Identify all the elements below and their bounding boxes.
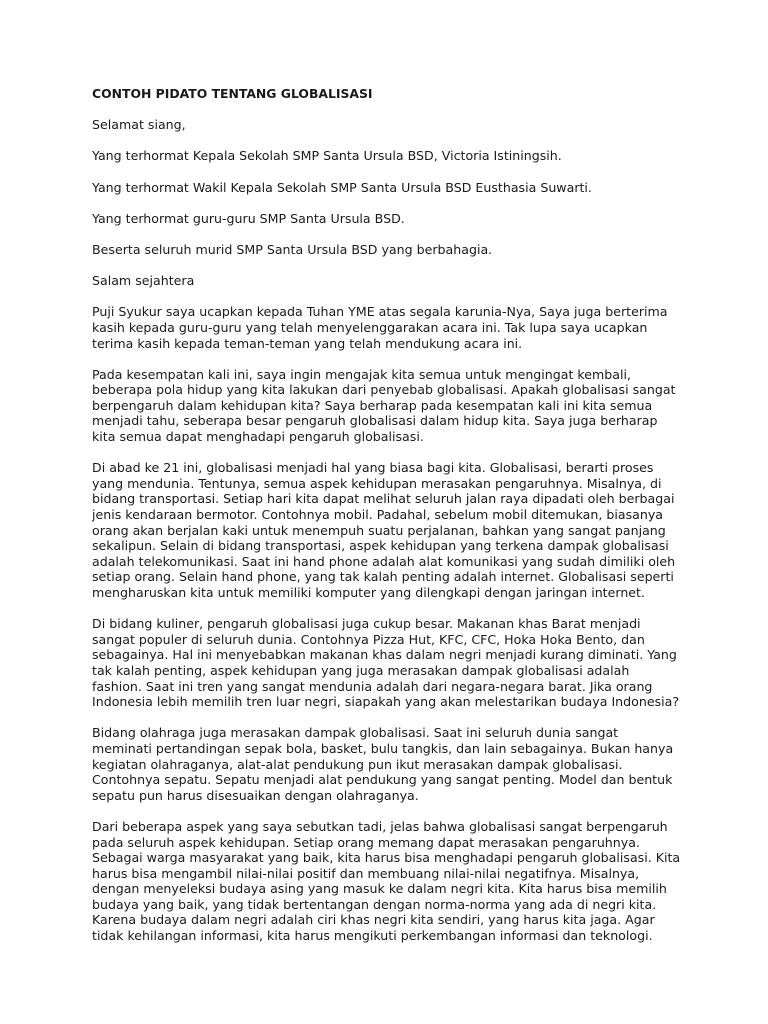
paragraph-salam: Salam sejahtera xyxy=(92,273,195,289)
paragraph-salutation-principal: Yang terhormat Kepala Sekolah SMP Santa Ursula BSD, Victoria Istiningsih. xyxy=(92,148,562,164)
paragraph-salutation-vice-principal: Yang terhormat Wakil Kepala Sekolah SMP Santa Ursula BSD Eusthasia Suwarti. xyxy=(92,179,592,195)
paragraph-transportation-telecom: Di abad ke 21 ini, globalisasi menjadi hal yang biasa bagi kita. Globalisasi, berarti proses yang mendunia. Tentunya, semua aspek kehidupan merasakan pengaruhnya. Misalnya, di bidang transportasi. Setiap hari kita dapat melihat seluruh jalan raya dipadati oleh berbagai jenis kendaraan bermotor. Contohnya mobil. Padahal, sebelum mobil ditemukan, biasanya orang akan berjalan kaki untuk menempuh suatu perjalanan, bahkan yang sangat panjang sekalipun. Selain di bidang transportasi, aspek kehidupan yang terkena dampak globalisasi adalah telekomunikasi. Saat ini hand phone adalah alat komunikasi yang sudah dimiliki oleh setiap orang. Selain hand phone, yang tak kalah penting adalah internet. Globalisasi seperti mengharuskan kita untuk memiliki komputer yang dilengkapi dengan jaringan internet. xyxy=(92,460,676,600)
paragraph-salutation-students: Beserta seluruh murid SMP Santa Ursula BSD yang berbahagia. xyxy=(92,241,493,257)
paragraph-gratitude: Puji Syukur saya ucapkan kepada Tuhan YME atas segala karunia-Nya, Saya juga berterima kasih kepada guru-guru yang telah menyelenggarakan acara ini. Tak lupa saya ucapkan terima kasih kepada teman-teman yang telah mendukung acara ini. xyxy=(92,304,668,351)
paragraph-salutation-teachers: Yang terhormat guru-guru SMP Santa Ursula BSD. xyxy=(92,210,405,226)
paragraph-introduction: Pada kesempatan kali ini, saya ingin mengajak kita semua untuk mengingat kembali, beberapa pola hidup yang kita lakukan dari penyebab globalisasi. Apakah globalisasi sangat berpengaruh dalam kehidupan kita? Saya berharap pada kesempatan kali ini kita semua menjadi tahu, seberapa besar pengaruh globalisasi dalam hidup kita. Saya juga berharap kita semua dapat menghadapi pengaruh globalisasi. xyxy=(92,366,676,445)
paragraph-greeting: Selamat siang, xyxy=(92,117,186,133)
paragraph-sports: Bidang olahraga juga merasakan dampak globalisasi. Saat ini seluruh dunia sangat meminati pertandingan sepak bola, basket, bulu tangkis, dan lain sebagainya. Bukan hanya kegiatan olahraganya, alat-alat pendukung pun ikut merasakan dampak globalisasi. Contohnya sepatu. Sepatu menjadi alat pendukung yang sangat penting. Model dan bentuk sepatu pun harus disesuaikan dengan olahraganya. xyxy=(92,725,674,803)
document-title: CONTOH PIDATO TENTANG GLOBALISASI xyxy=(92,86,373,101)
paragraph-culinary-fashion: Di bidang kuliner, pengaruh globalisasi juga cukup besar. Makanan khas Barat menjadi sangat populer di seluruh dunia. Contohnya Pizza Hut, KFC, CFC, Hoka Hoka Bento, dan sebagainya. Hal ini menyebabkan makanan khas dalam negri menjadi kurang diminati. Yang tak kalah penting, aspek kehidupan yang juga merasakan dampak globalisasi adalah fashion. Saat ini tren yang sangat mendunia adalah dari negara-negara barat. Jika orang Indonesia lebih memilih tren luar negri, siapakah yang akan melestarikan budaya Indonesia? xyxy=(92,616,680,710)
paragraph-conclusion: Dari beberapa aspek yang saya sebutkan tadi, jelas bahwa globalisasi sangat berpengaruh pada seluruh aspek kehidupan. Setiap orang memang dapat merasakan pengaruhnya. Sebagai warga masyarakat yang baik, kita harus bisa menghadapi pengaruh globalisasi. Kita harus bisa mengambil nilai-nilai positif dan membuang nilai-nilai negatifnya. Misalnya, dengan menyeleksi budaya asing yang masuk ke dalam negri kita. Kita harus bisa memilih budaya yang baik, yang tidak bertentangan dengan norma-norma yang ada di negri kita. Karena budaya dalam negri adalah ciri khas negri kita sendiri, yang harus kita jaga. Agar tidak kehilangan informasi, kita harus mengikuti perkembangan informasi dan teknologi. xyxy=(92,818,681,944)
document-body xyxy=(92,86,682,959)
